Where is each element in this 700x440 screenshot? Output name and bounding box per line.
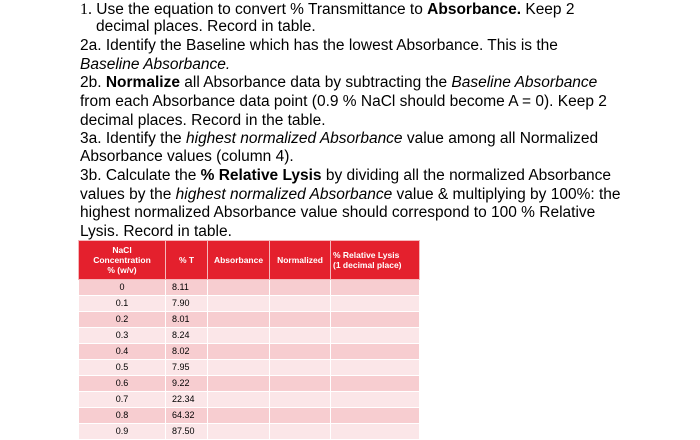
cell-normalized[interactable] [270,328,331,344]
instruction-text: Use the equation to convert % Transmittance to [92,1,428,18]
table-row [79,392,420,408]
cell-concentration: 0.2 [79,312,166,328]
instruction-text: 3b. Calculate the [80,167,201,184]
instruction-text: Absorbance. [427,1,522,18]
table-row [79,344,420,360]
cell-relative-lysis[interactable] [331,408,420,424]
cell-absorbance[interactable] [208,344,270,360]
cell-percent-t: 7.95 [166,360,208,376]
cell-percent-t: 9.22 [166,376,208,392]
instruction-line [80,55,230,74]
cell-normalized[interactable] [270,312,331,328]
cell-absorbance[interactable] [208,360,270,376]
instruction-text: all Absorbance data by subtracting the [179,74,452,91]
cell-relative-lysis[interactable] [331,280,420,296]
instruction-text: % Relative Lysis [200,167,322,184]
instruction-text: Baseline Absorbance. [80,56,231,73]
cell-normalized[interactable] [270,344,331,360]
cell-percent-t: 8.24 [166,328,208,344]
instruction-text: Baseline Absorbance [451,74,598,91]
cell-concentration: 0.8 [79,408,166,424]
cell-absorbance[interactable] [208,392,270,408]
instruction-text: value among all Normalized [402,130,599,147]
table-row [79,296,420,312]
cell-percent-t: 8.02 [166,344,208,360]
instruction-text: by dividing all the normalized Absorbance [321,167,612,184]
cell-percent-t: 22.34 [166,392,208,408]
instruction-text: highest normalized Absorbance [175,186,393,203]
table-row [79,408,420,424]
header-normalized: Normalized [270,241,331,280]
cell-relative-lysis[interactable] [331,312,420,328]
cell-concentration: 0.6 [79,376,166,392]
table-body [79,280,420,440]
cell-normalized[interactable] [270,376,331,392]
instruction-text: 3a. Identify the [80,130,186,147]
header-concentration: NaCl Concentration % (w/v) [79,241,166,280]
instruction-text: values by the [80,186,176,203]
cell-normalized[interactable] [270,408,331,424]
instruction-line [80,203,595,222]
cell-relative-lysis[interactable] [331,328,420,344]
instruction-text: highest normalized Absorbance [186,130,403,147]
cell-concentration: 0.5 [79,360,166,376]
cell-normalized[interactable] [270,280,331,296]
instruction-line [80,222,232,241]
instruction-text: highest normalized Absorbance value should correspond to 100 % Relative [80,204,596,221]
cell-percent-t: 87.50 [166,424,208,440]
cell-absorbance[interactable] [208,328,270,344]
results-table [78,240,420,440]
header-percent-t: % T [166,241,208,280]
cell-normalized[interactable] [270,360,331,376]
cell-absorbance[interactable] [208,280,270,296]
table-row [79,360,420,376]
cell-absorbance[interactable] [208,296,270,312]
cell-concentration: 0.3 [79,328,166,344]
cell-concentration: 0 [79,280,166,296]
cell-absorbance[interactable] [208,312,270,328]
instruction-text: Normalize [105,74,180,91]
instruction-text: decimal places. Record in the table. [80,112,326,129]
table-row [79,328,420,344]
instruction-text: value & multiplying by 100%: the [392,186,621,203]
header-relative-lysis: % Relative Lysis (1 decimal place) [331,241,420,280]
cell-concentration: 0.4 [79,344,166,360]
cell-relative-lysis[interactable] [331,344,420,360]
cell-relative-lysis[interactable] [331,392,420,408]
cell-concentration: 0.7 [79,392,166,408]
cell-normalized[interactable] [270,392,331,408]
instruction-line [80,36,558,55]
cell-relative-lysis[interactable] [331,376,420,392]
header-absorbance: Absorbance [208,241,270,280]
instruction-text: 2a. Identify the Baseline which has the lowest Absorbance. This is the [80,37,558,54]
instruction-line [80,129,598,148]
cell-percent-t: 8.11 [166,280,208,296]
cell-absorbance[interactable] [208,376,270,392]
instruction-line [80,185,621,204]
instruction-text: 2b. [80,74,106,91]
table-row [79,312,420,328]
cell-normalized[interactable] [270,296,331,312]
cell-absorbance[interactable] [208,408,270,424]
instruction-line [80,147,294,166]
cell-percent-t: 7.90 [166,296,208,312]
instruction-text: Absorbance values (column 4). [80,148,294,165]
instruction-text: 1. [80,1,92,18]
instruction-text: Keep 2 [521,1,575,18]
table-row [79,280,420,296]
cell-concentration: 0.9 [79,424,166,440]
cell-relative-lysis[interactable] [331,296,420,312]
table-header-row [79,241,420,280]
table-row [79,376,420,392]
instruction-line [80,92,607,111]
instruction-line [80,166,611,185]
cell-relative-lysis[interactable] [331,360,420,376]
cell-percent-t: 64.32 [166,408,208,424]
cell-concentration: 0.1 [79,296,166,312]
instruction-line [80,73,597,92]
cell-percent-t: 8.01 [166,312,208,328]
instruction-text: from each Absorbance data point (0.9 % NaCl should become A = 0). Keep 2 [80,93,607,110]
instruction-line [80,111,326,130]
instruction-text: decimal places. Record in table. [96,18,316,35]
instruction-text: Lysis. Record in table. [80,223,232,240]
instruction-line [96,17,316,36]
